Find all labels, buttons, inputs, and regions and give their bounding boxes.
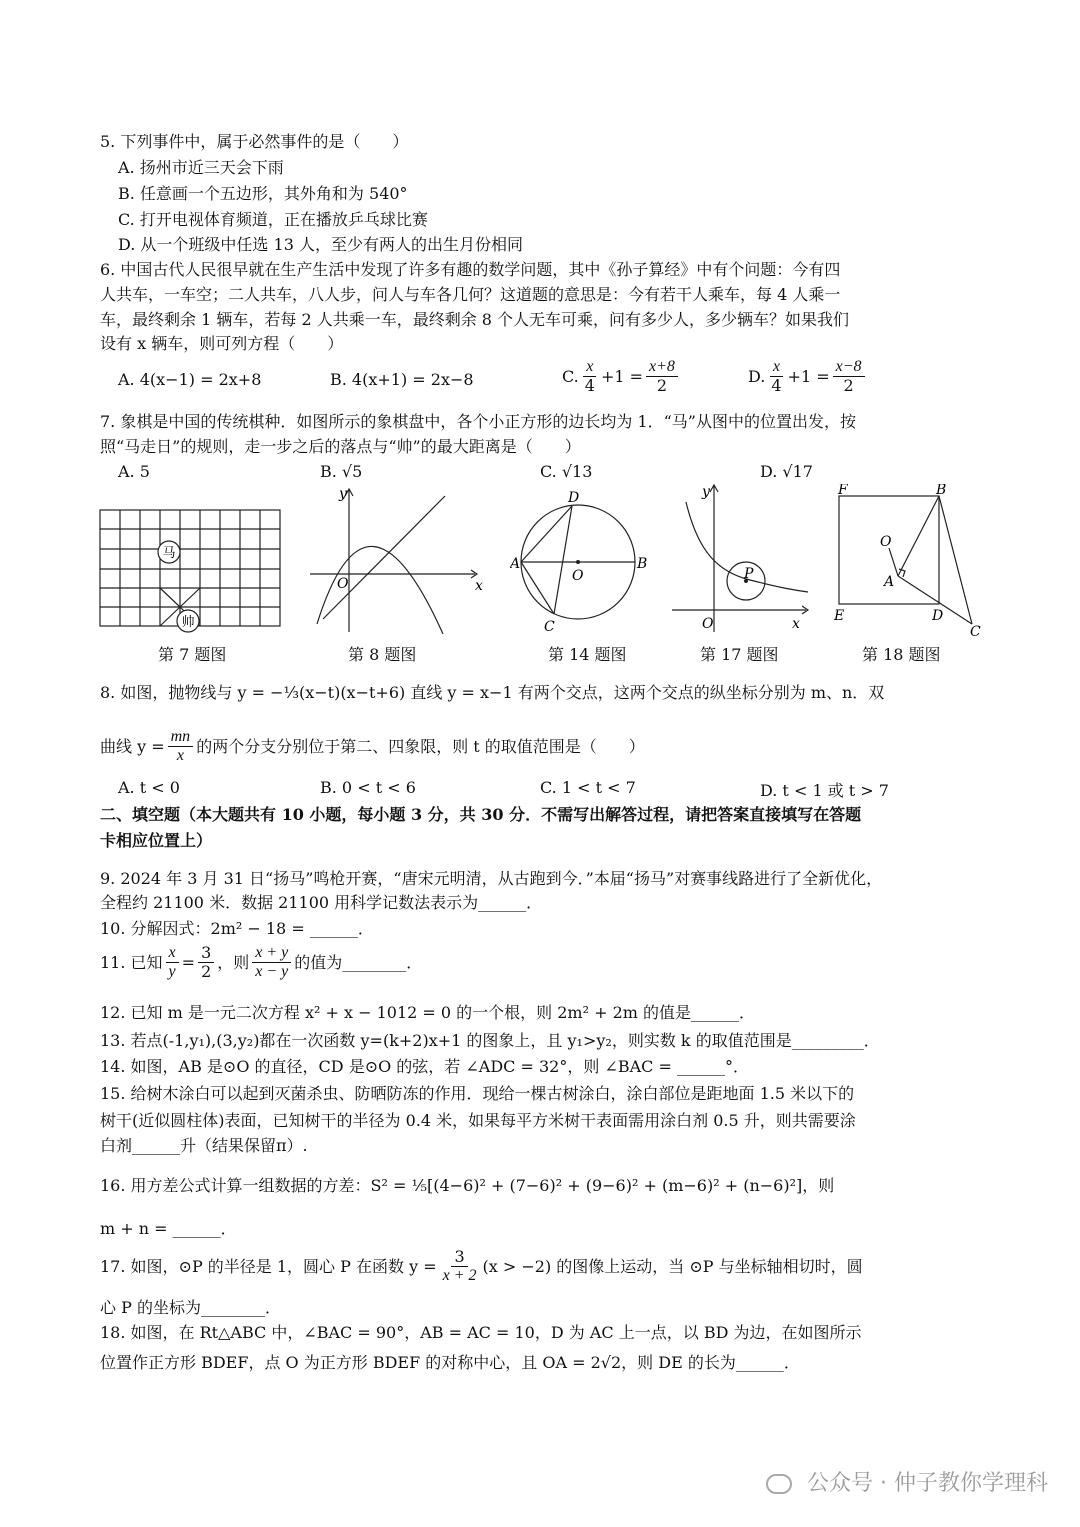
q11-pre: 11. 已知 [100,952,163,972]
watermark [766,1466,1048,1497]
q11-num3: x + y [252,944,291,963]
fig14-point-c: C [544,619,555,635]
q17-line-1 [100,1248,863,1285]
q6-c-num1: x [583,358,596,377]
fig18-point-d: D [932,608,944,624]
fig8-y-label: y [339,486,347,502]
q10: 10. 分解因式：2m² − 18 = ______． [100,919,374,938]
fig14-point-d: D [568,490,580,506]
fig18-point-f: F [838,484,848,498]
q11-den2: 2 [201,962,212,981]
q16-line-1: 16. 用方差公式计算一组数据的方差：S² = ⅕[(4−6)² + (7−6)² + (9−6)² + (m−6)² + (n−6)²]，则 [100,1176,835,1195]
q11-post: 的值为________． [294,952,423,972]
q6-option-b: B. 4(x+1) = 2x−8 [330,370,474,389]
q16-line-2: m + n = ______． [100,1219,237,1238]
horse-label: 马 [162,546,176,561]
fig17-point-p: P [744,566,754,582]
q17-post: (x > −2) 的图像上运动，当 ⊙P 与坐标轴相切时，圆 [482,1256,863,1276]
q7-option-d: D. √17 [760,462,813,481]
q8-hyperbola-den: x [176,747,184,764]
q7-option-c: C. √13 [540,462,593,481]
watermark-text: 公众号 · 仲子教你学理科 [807,1471,1048,1496]
q7-option-b: B. √5 [320,462,363,481]
q11-eq: = [181,952,196,972]
segment-oa [889,548,898,576]
q6-option-d [748,358,868,395]
q14: 14. 如图，AB 是⊙O 的直径，CD 是⊙O 的弦，若 ∠ADC = 32°，则 ∠BAC = ______°． [100,1057,749,1076]
fig17-y-label: y [702,484,710,500]
q12: 12. 已知 m 是一元二次方程 x² + x − 1012 = 0 的一个根，则 2m² + 2m 的值是______． [100,1003,756,1022]
q6-d-mid: +1 = [787,367,830,386]
q6-c-num2: x+8 [646,358,678,377]
q15-line-3: 白剂______升（结果保留π）. [100,1136,308,1155]
q6-d-num2: x−8 [833,358,865,377]
q8-line-2 [100,728,645,765]
q15-line-1: 15. 给树木涂白可以起到灭菌杀虫、防晒防冻的作用．现给一棵古树涂白，涂白部位是距地面 1.5 米以下的 [100,1084,855,1103]
q18-line-2: 位置作正方形 BDEF，点 O 为正方形 BDEF 的对称中心，且 OA = 2√2，则 DE 的长为______． [100,1353,800,1372]
q5-option-c: C. 打开电视体育频道，正在播放乒乓球比赛 [118,210,428,229]
q6-d-num1: x [770,358,783,377]
q8-option-b: B. 0 < t < 6 [320,778,416,797]
q5-option-a: A. 扬州市近三天会下雨 [118,158,284,177]
q8-option-d: D. t < 1 或 t > 7 [760,781,889,800]
q7-option-a: A. 5 [118,462,150,481]
figure-7-chessboard [95,504,295,634]
q11 [100,944,422,981]
q6-d-den2: 2 [843,376,854,395]
center-dot [576,560,580,564]
figure-14-caption: 第 14 题图 [548,645,627,664]
q6-line-3: 车，最终剩余 1 辆车，若每 2 人共乘一车，最终剩余 8 个人无车可乘，问有多少人，多少辆车？如果我们 [100,310,850,329]
q6-d-den1: 4 [771,376,782,395]
q6-line-2: 人共车，一车空；二人共车，八人步，问人与车各几何？这道题的意思是：今有若干人乘车，每 4 人乘一 [100,285,841,304]
fig14-point-a: A [510,556,521,572]
q9-line-2: 全程约 21100 米．数据 21100 用科学记数法表示为______． [100,893,543,912]
q11-num1: x [166,944,179,963]
q17-num: 3 [451,1248,467,1267]
general-label: 帅 [181,615,195,630]
q11-mid: ，则 [217,952,250,972]
q6-c-den2: 2 [656,376,668,395]
q13: 13. 若点(-1,y₁),(3,y₂)都在一次函数 y=(k+2)x+1 的图象上，且 y₁>y₂，则实数 k 的取值范围是_________． [100,1031,880,1050]
q9-line-1: 9. 2024 年 3 月 31 日“扬马”鸣枪开赛，“唐宋元明清，从古跑到今．”本届“扬马”对赛事线路进行了全新优化， [100,869,883,888]
fig14-point-o: O [572,568,584,584]
q17-den: x + 2 [442,1267,477,1284]
segment-ba [898,496,939,576]
segment-bc [939,496,972,624]
fig14-point-b: B [637,556,648,572]
figure-18-square [832,484,982,639]
q11-den3: x − y [255,963,289,980]
q17-line-2: 心 P 的坐标为________． [100,1298,281,1317]
fig18-point-c: C [970,624,981,639]
fig18-point-o: O [880,534,892,550]
q11-num2: 3 [198,944,214,963]
fig18-point-a: A [884,574,895,590]
q5-option-d: D. 从一个班级中任选 13 人，至少有两人的出生月份相同 [118,235,523,254]
q5-option-b: B. 任意画一个五边形，其外角和为 540° [118,184,408,203]
figures-row [0,482,1080,672]
segment-ac [521,562,554,614]
section-2-heading-line-1: 二、填空题（本大题共有 10 小题，每小题 3 分，共 30 分．不需写出解答过程，请把答案直接填写在答题 [100,805,862,824]
fig8-origin-label: O [337,576,349,592]
fig17-origin-label: O [702,616,714,632]
q8-line-1: 8. 如图，抛物线与 y = −⅓(x−t)(x−t+6) 直线 y = x−1 有两个交点，这两个交点的纵坐标分别为 m、n．双 [100,683,885,702]
q18-line-1: 18. 如图，在 Rt△ABC 中，∠BAC = 90°，AB = AC = 10，D 为 AC 上一点，以 BD 为边，在如图所示 [100,1323,862,1342]
q8-hyperbola-num: mn [168,728,194,747]
q7-line-1: 7. 象棋是中国的传统棋种．如图所示的象棋盘中，各个小正方形的边长均为 1．“马”从图中的位置出发，按 [100,412,856,431]
chessboard-grid [100,510,280,626]
q6-c-den1: 4 [584,376,595,395]
q8-hyperbola-post: 的两个分支分别位于第二、四象限，则 t 的取值范围是（ ） [196,736,645,756]
q17-pre: 17. 如图，⊙P 的半径是 1，圆心 P 在函数 y = [100,1256,437,1276]
wechat-icon [766,1474,792,1494]
q6-line-1: 6. 中国古代人民很早就在生产生活中发现了许多有趣的数学问题，其中《孙子算经》中有个问题：今有四 [100,260,841,279]
q6-option-c-label: C. [562,367,579,386]
figure-8-parabola [305,484,485,634]
q6-option-a: A. 4(x−1) = 2x+8 [118,370,262,389]
fig18-point-b: B [936,484,947,498]
figure-17-hyperbola [668,482,818,637]
q15-line-2: 树干(近似圆柱体)表面，已知树干的半径为 0.4 米，如果每平方米树干表面需用涂白剂 0.5 升，则共需要涂 [100,1111,856,1130]
q6-line-4: 设有 x 辆车，则可列方程（ ） [100,334,344,353]
figure-7-caption: 第 7 题图 [158,645,227,664]
q8-hyperbola-pre: 曲线 y = [100,736,165,756]
figure-14-circle [510,486,650,636]
parabola-curve [317,546,443,634]
q5-stem: 5. 下列事件中，属于必然事件的是（ ） [100,132,409,151]
figure-18-caption: 第 18 题图 [862,645,941,664]
q11-den1: y [168,963,176,980]
figure-17-caption: 第 17 题图 [700,645,779,664]
fig18-point-e: E [834,608,845,624]
q6-c-mid: +1 = [600,367,644,386]
q7-line-2: 照“马走日”的规则，走一步之后的落点与“帅”的最大距离是（ ） [100,437,581,456]
q8-option-a: A. t < 0 [118,778,180,797]
q6-option-c [562,358,681,395]
q6-option-d-label: D. [748,367,766,386]
figure-8-caption: 第 8 题图 [348,645,417,664]
fig17-x-label: x [792,616,800,632]
section-2-heading-line-2: 卡相应位置上） [100,831,213,850]
q8-option-c: C. 1 < t < 7 [540,778,636,797]
fig8-x-label: x [475,578,483,594]
